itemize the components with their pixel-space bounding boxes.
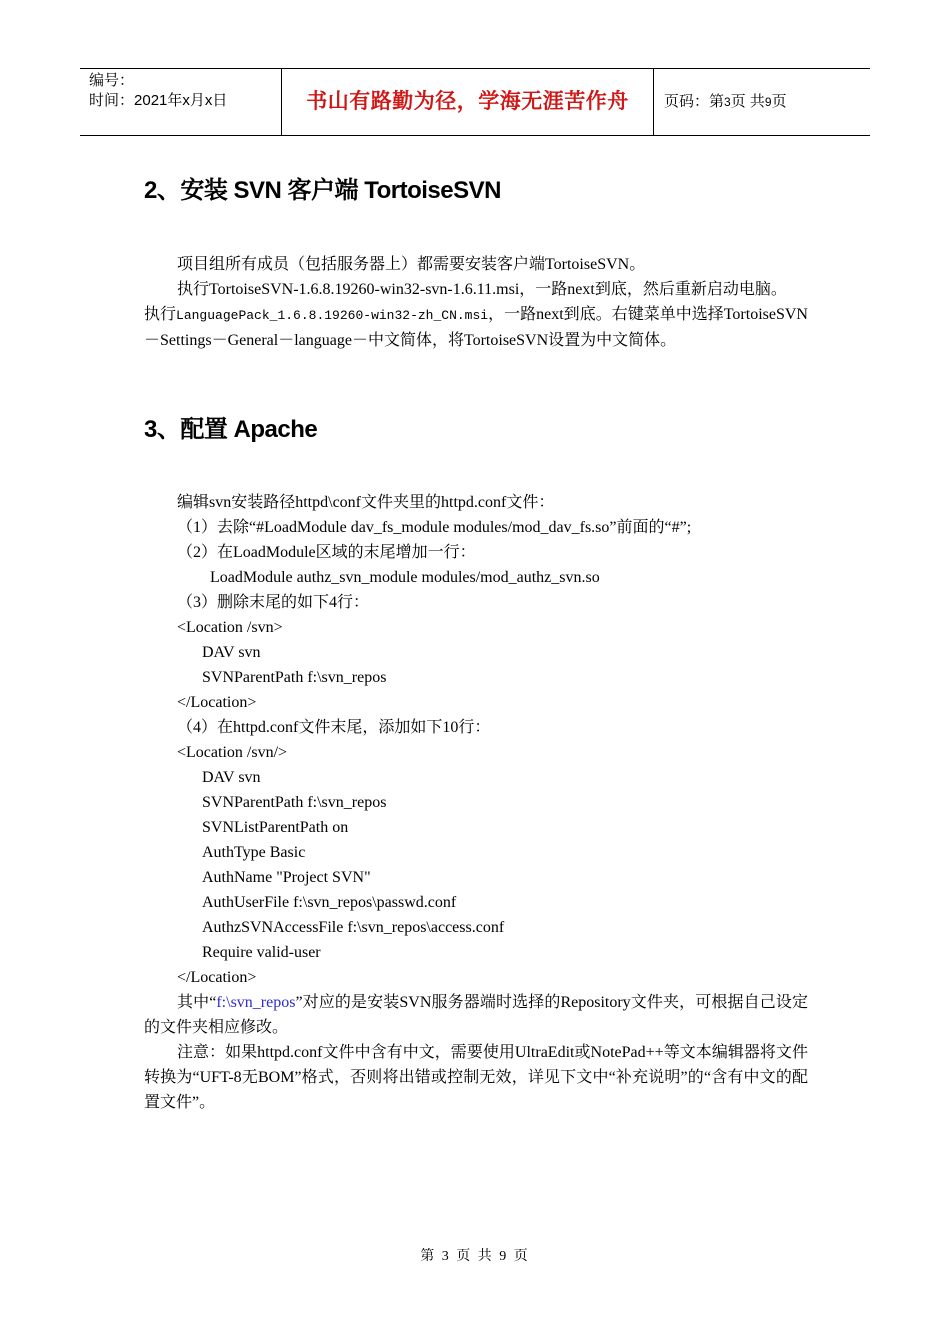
step-1: （1）去除“#LoadModule dav_fs_module modules/mod_dav_fs.so”前面的“#”; [177, 519, 692, 536]
code-line: </Location> [177, 694, 257, 711]
paragraph: 注意：如果httpd.conf文件中含有中文，需要使用UltraEdit或NotePad++等文本编辑器将文件转换为“UFT-8无BOM”格式，否则将出错或控制无效，详见下文中“补充说明”的“含有中文的配置文件”。 [144, 1044, 808, 1111]
number-label: 编号： [89, 72, 135, 89]
code-line: SVNParentPath f:\svn_repos [202, 669, 387, 686]
page-footer: 第 3 页 共 9 页 [420, 1249, 530, 1264]
section-2-heading: 2、安装 SVN 客户端 TortoiseSVN [144, 177, 501, 204]
code-line: AuthzSVNAccessFile f:\svn_repos\access.conf [202, 919, 505, 936]
paragraph: 执行LanguagePack_1.6.8.19260-win32-zh_CN.msi，一路next到底。右键菜单中选择TortoiseSVN－Settings－General－language－中文简体，将TortoiseSVN设置为中文简体。 [144, 306, 808, 349]
code-line: </Location> [177, 969, 257, 986]
header-meta [80, 69, 281, 135]
code-line: AuthName "Project SVN" [202, 869, 371, 886]
code-line: <Location /svn/> [177, 744, 288, 761]
code-line: DAV svn [202, 644, 261, 661]
code-line: DAV svn [202, 769, 261, 786]
document-header [80, 68, 870, 136]
code-line: <Location /svn> [177, 619, 283, 636]
header-page-number: 页码：第3页 共9页 [664, 93, 787, 110]
section-3-body [144, 490, 808, 1115]
code-line: SVNListParentPath on [202, 819, 349, 836]
section-2-body [144, 252, 808, 353]
code-line: AuthType Basic [202, 844, 306, 861]
step-3: （3）删除末尾的如下4行： [177, 594, 370, 611]
section-3-heading: 3、配置 Apache [144, 416, 318, 443]
paragraph: 项目组所有成员（包括服务器上）都需要安装客户端TortoiseSVN。 [177, 256, 646, 273]
paragraph: 执行TortoiseSVN-1.6.8.19260-win32-svn-1.6.11.msi，一路next到底，然后重新启动电脑。 [177, 281, 787, 298]
header-motto: 书山有路勤为径，学海无涯苦作舟 [281, 69, 654, 135]
code-line: AuthUserFile f:\svn_repos\passwd.conf [202, 894, 457, 911]
path-highlight: f:\svn_repos [216, 994, 296, 1011]
code-line: Require valid-user [202, 944, 321, 961]
step-2: （2）在LoadModule区域的末尾增加一行： [177, 544, 476, 561]
paragraph: 编辑svn安装路径httpd\conf文件夹里的httpd.conf文件： [177, 494, 555, 511]
time-line: 时间：2021年x月x日 [89, 92, 228, 109]
step-4: （4）在httpd.conf文件末尾，添加如下10行： [177, 719, 491, 736]
code-line: LoadModule authz_svn_module modules/mod_authz_svn.so [210, 569, 600, 586]
code-line: SVNParentPath f:\svn_repos [202, 794, 387, 811]
paragraph: 其中“f:\svn_repos”对应的是安装SVN服务器端时选择的Repository文件夹，可根据自己设定的文件夹相应修改。 [144, 994, 808, 1036]
